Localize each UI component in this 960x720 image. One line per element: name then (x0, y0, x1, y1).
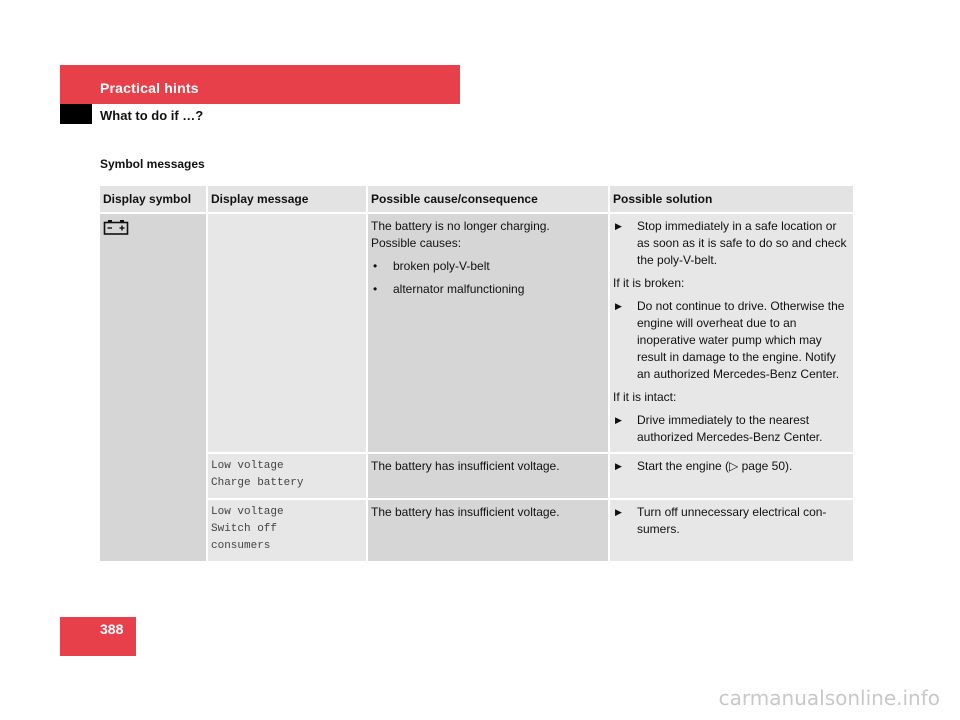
symbol-messages-table (100, 186, 853, 563)
page-number: 388 (100, 621, 124, 637)
table-row (100, 214, 853, 454)
solution-condition: If it is intact: (613, 390, 677, 404)
section-title: Symbol messages (100, 157, 205, 171)
cause-cell (368, 500, 610, 563)
table-row (100, 454, 853, 500)
solution-step (613, 298, 850, 383)
watermark: carmanualsonline.info (718, 686, 940, 710)
solution-step (613, 412, 850, 446)
triangle-bullet-icon: ▶ (615, 461, 622, 471)
cause-intro: The battery is no longer charging. Possible causes: (371, 219, 550, 250)
triangle-bullet-icon: ▶ (615, 507, 622, 517)
cause-bullet-text: broken poly-V-belt (393, 259, 490, 273)
page-subtitle: What to do if …? (100, 108, 204, 123)
cause-bullet-text: alternator malfunctioning (393, 282, 525, 296)
page-number-badge (60, 617, 136, 656)
list-item: • alternator malfunctioning (373, 282, 525, 296)
chapter-header (60, 65, 460, 104)
display-message-text: Low voltage Charge battery (211, 460, 304, 489)
triangle-bullet-icon: ▶ (615, 301, 622, 311)
battery-icon (103, 219, 129, 235)
solution-step-text: Turn off unnecessary electrical con- sumers. (637, 505, 827, 536)
list-item: • broken poly-V-belt (373, 259, 490, 273)
header-possible-cause: Possible cause/consequence (368, 186, 610, 214)
cause-text: The battery has insufficient voltage. (371, 459, 560, 473)
display-message-text: Low voltage Switch off consumers (211, 506, 284, 552)
solution-step-text: Stop immediately in a safe location or as soon as it is safe to do so and check the poly-V-belt. (637, 219, 847, 267)
solution-step-text: Do not continue to drive. Otherwise the engine will overheat due to an inoperative water pump which may result in damage to the engine. Notify an authorized Mercedes-Benz Center. (637, 299, 845, 381)
solution-step-text: Drive immediately to the nearest authorized Mercedes-Benz Center. (637, 413, 823, 444)
solution-step (613, 218, 850, 269)
solution-cell (610, 500, 853, 563)
table-header-row (100, 186, 853, 214)
triangle-bullet-icon: ▶ (615, 221, 622, 231)
solution-step-text: Start the engine (▷ page 50). (637, 459, 793, 473)
display-symbol-cell (100, 214, 208, 563)
display-message-cell (208, 454, 368, 500)
solution-cell (610, 214, 853, 454)
solution-step (613, 458, 850, 475)
solution-condition: If it is broken: (613, 276, 685, 290)
header-tab-marker (60, 104, 92, 124)
display-message-cell (208, 214, 368, 454)
chapter-title: Practical hints (100, 80, 199, 96)
display-message-cell (208, 500, 368, 563)
cause-cell (368, 454, 610, 500)
header-display-message: Display message (208, 186, 368, 214)
header-possible-solution: Possible solution (610, 186, 853, 214)
triangle-bullet-icon: ▶ (615, 415, 622, 425)
cause-text: The battery has insufficient voltage. (371, 505, 560, 519)
solution-cell (610, 454, 853, 500)
header-display-symbol: Display symbol (100, 186, 208, 214)
solution-step (613, 504, 850, 538)
table-row (100, 500, 853, 563)
cause-cell (368, 214, 610, 454)
